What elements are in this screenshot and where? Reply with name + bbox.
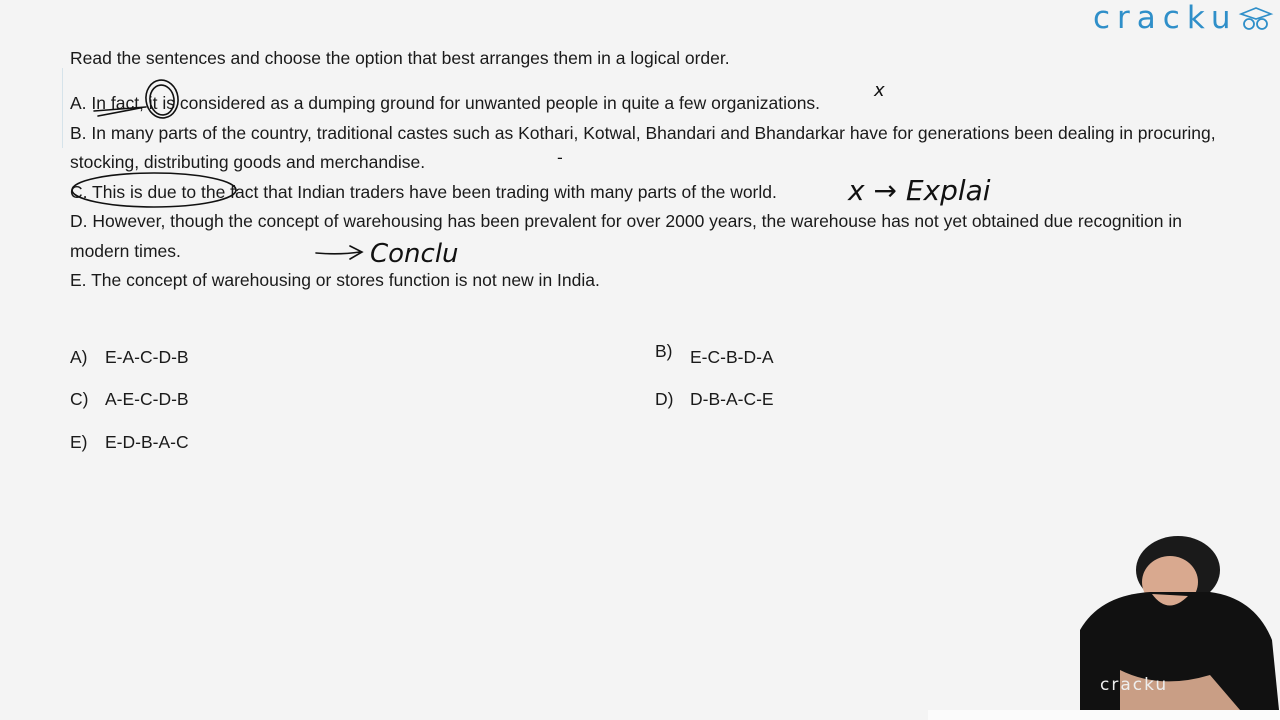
logo-text: cracku [1093, 0, 1238, 36]
explain-note: x → Explai [848, 174, 991, 207]
sentence-e: E. The concept of warehousing or stores function is not new in India. [70, 270, 600, 290]
sentence-d: D. However, though the concept of warehousing has been prevalent for over 2000 years, the warehouse has not yet obtained due recognition in modern times. [70, 211, 1182, 261]
cross-mark: x [874, 80, 885, 101]
option-key: E) [70, 432, 88, 452]
option-d[interactable] [655, 388, 774, 410]
option-text: E-C-B-D-A [690, 347, 774, 367]
option-a[interactable] [70, 346, 189, 368]
option-c[interactable] [70, 388, 189, 410]
option-e[interactable] [70, 431, 189, 453]
option-text: E-D-B-A-C [105, 432, 189, 452]
option-key: C) [70, 389, 89, 409]
option-key: D) [655, 389, 674, 409]
option-key: B) [655, 341, 673, 361]
option-text: D-B-A-C-E [690, 389, 774, 409]
option-b[interactable] [655, 341, 774, 368]
answer-options [70, 340, 970, 470]
sentence-c: C. This is due to the fact that Indian traders have been trading with many parts of the world. [70, 181, 777, 202]
graduation-cap-icon [1237, 4, 1275, 32]
dash-mark: - [557, 148, 563, 167]
question-prompt: Read the sentences and choose the option that best arranges them in a logical order. [70, 48, 730, 68]
sentence-list [70, 89, 1240, 296]
option-key: A) [70, 347, 88, 367]
presenter-figure [1040, 520, 1280, 720]
option-text: A-E-C-D-B [105, 389, 189, 409]
conclusion-note: Conclu [370, 239, 459, 269]
option-text: E-A-C-D-B [105, 347, 189, 367]
shirt-logo-text: cracku [1100, 675, 1169, 695]
margin-line [62, 68, 63, 148]
sentence-a: A. In fact, it is considered as a dumping ground for unwanted people in quite a few organizations. [70, 93, 821, 113]
desk-edge [928, 710, 1280, 720]
cracku-logo [1093, 0, 1237, 36]
sentence-b: B. In many parts of the country, traditional castes such as Kothari, Kotwal, Bhandari and Bhandarkar have for generations been dealing in procuring, stocking, distributing goods and merchandise. [70, 122, 1216, 172]
